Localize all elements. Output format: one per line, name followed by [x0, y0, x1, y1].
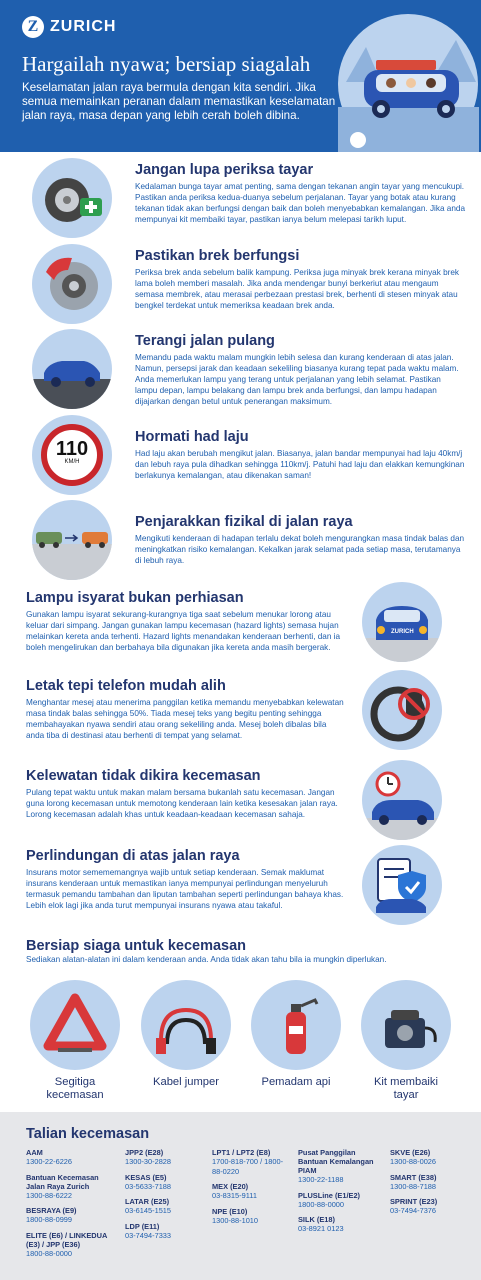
hotline-number[interactable]: 1800-88-0000	[298, 1199, 345, 1209]
jumper-cable-icon	[141, 980, 231, 1070]
tip-title: Jangan lupa periksa tayar	[135, 162, 314, 178]
hotline-name: Pusat Panggilan Bantuan Kemalangan PIAM	[298, 1148, 374, 1175]
hotline-number[interactable]: 03-8315-9111	[212, 1191, 257, 1200]
kit-item-jumper	[141, 980, 231, 1089]
tip-brake	[135, 248, 465, 311]
hotline-number[interactable]: 1300-88-0026	[390, 1157, 437, 1166]
hotline-name: PLUSLine (E1/E2)	[298, 1190, 361, 1200]
tip-tire	[135, 162, 465, 225]
hotline-name: LATAR (E25)	[125, 1197, 170, 1206]
hotline-number[interactable]: 03-6145-1515	[125, 1206, 172, 1215]
hotline-entry	[298, 1215, 380, 1234]
hotline-name: LPT1 / LPT2 (E8)	[212, 1148, 271, 1157]
tip-lights	[135, 333, 465, 407]
hotline-name: LDP (E11)	[125, 1221, 160, 1231]
tip-body: Had laju akan berubah mengikut jalan. Biasanya, jalan bandar mempunyai had laju 40km/j dan lebuh raya pula dihadkan sehingga 110km/j. Patuhi had laju dan elakkan kemungkinan berlakunya kemalangan, atau dikenakan saman!	[135, 449, 465, 480]
hotline-column-1	[26, 1148, 108, 1264]
tip-title: Perlindungan di atas jalan raya	[26, 848, 240, 864]
hotline-name: KESAS (E5)	[125, 1172, 167, 1182]
zurich-logo	[22, 16, 116, 38]
hotline-entry	[212, 1182, 292, 1201]
hotline-name: Bantuan Kecemasan Jalan Raya Zurich	[26, 1172, 99, 1191]
hotline-name: SKVE (E26)	[390, 1148, 431, 1157]
car-plate-badge: ZURICH	[391, 629, 414, 635]
hotline-column-5	[390, 1148, 470, 1222]
tip-emergency-lane	[26, 768, 346, 820]
hotline-entry	[212, 1148, 292, 1176]
hotline-number[interactable]: 1700-818-700 / 1800-88-0220	[212, 1157, 284, 1176]
hotline-number[interactable]: 1300-88-1010	[212, 1215, 259, 1225]
hotline-number[interactable]: 1300-30-2828	[125, 1157, 172, 1166]
tip-title: Kelewatan tidak dikira kecemasan	[26, 768, 261, 784]
tip-title: Pastikan brek berfungsi	[135, 248, 300, 264]
tip-phone	[26, 678, 346, 741]
tip-body: Insurans motor semememangnya wajib untuk setiap kenderaan. Semak maklumat insurans kenderaan untuk memastikan ianya mempunyai perlindungan menyeluruh termasuk pemandu tambahan dan liputan tambahan seperti perlindungan bahaya khas. Lebih elok lagi jika anda turut mempunyai insurans nyawa atau takaful.	[26, 868, 344, 910]
kit-label: Segitiga kecemasan	[46, 1076, 104, 1101]
fire-extinguisher-icon	[251, 980, 341, 1070]
hotline-name: AAM	[26, 1148, 43, 1157]
zurich-z-icon: Z	[22, 16, 44, 38]
hotline-title: Talian kecemasan	[26, 1126, 150, 1142]
warning-triangle-icon	[30, 980, 120, 1070]
hotline-entry	[125, 1222, 200, 1241]
kit-subtitle: Sediakan alatan-alatan ini dalam kenderaan anda. Anda tidak akan tahu bila ia mungkin diperlukan.	[26, 955, 387, 964]
hotline-entry	[26, 1206, 108, 1225]
hotline-entry	[298, 1191, 380, 1210]
hotline-number[interactable]: 1300-88-6222	[26, 1190, 73, 1200]
hotline-name: SPRINT (E23)	[390, 1197, 438, 1206]
tip-title: Lampu isyarat bukan perhiasan	[26, 590, 244, 606]
kit-item-triangle	[30, 980, 120, 1102]
hotline-entry	[26, 1231, 108, 1259]
kit-item-tire-repair	[361, 980, 451, 1102]
hotline-number[interactable]: 03-7494-7376	[390, 1206, 437, 1215]
hotline-entry	[125, 1197, 200, 1216]
hotline-name: SILK (E18)	[298, 1215, 335, 1224]
hotline-name: JPP2 (E28)	[125, 1148, 164, 1157]
tip-insurance	[26, 848, 346, 911]
speed-sign	[41, 424, 103, 486]
hotline-entry	[390, 1197, 470, 1216]
hotline-column-4	[298, 1148, 380, 1240]
tip-signal	[26, 590, 346, 653]
tip-body: Memandu pada waktu malam mungkin lebih selesa dan kurang kenderaan di atas jalan. Namun, persepsi jarak dan keadaan sekeliling biasanya kurang tepat pada waktu malam. Anda memerlukan lampu yang terang untuk perjalanan yang lebih selamat. Pastikan lampu depan, lampu belakang dan lampu brek anda berfungsi, dan lampu hadapan dijajarkan dengan betul untuk penerangan maksimum.	[135, 353, 459, 406]
tip-body: Kedalaman bunga tayar amat penting, sama dengan tekanan angin tayar yang mencukupi. Pastikan anda periksa kedua-duanya sebelum perjalanan. Tayar yang botak atau kurang tekanan tidak akan berfungsi dengan baik dan boleh menyebabkan kemalangan. Jika anda mempunyai kit membaiki tayar, pastikan ianya belum melepasi tarikh luput.	[135, 182, 466, 224]
tip-body: Pulang tepat waktu untuk makan malam bersama bukanlah satu kecemasan. Jangan guna lorong kecemasan untuk memotong kenderaan lain ketika kesesakan jalan raya. Lorong kecemasan adalah khas untuk keadaan-keadaan kecemasan sahaja.	[26, 788, 338, 819]
hotline-number[interactable]: 1800-88-0999	[26, 1215, 73, 1224]
hotline-entry	[212, 1207, 292, 1226]
page-title: Hargailah nyawa; bersiap siagalah	[22, 52, 311, 76]
hotline-column-3	[212, 1148, 292, 1231]
hotline-number[interactable]: 1800-88-0000	[26, 1248, 73, 1258]
hotline-number[interactable]: 1300-22-6226	[26, 1157, 73, 1166]
hotline-number[interactable]: 1300-88-7188	[390, 1181, 437, 1191]
no-phone-steering-icon	[362, 670, 442, 750]
hotline-number[interactable]: 03-8921 0123	[298, 1224, 344, 1233]
kit-item-extinguisher	[251, 980, 341, 1089]
hotline-section	[0, 1112, 481, 1280]
insurance-shield-icon	[362, 845, 442, 925]
tip-body: Gunakan lampu isyarat sekurang-kurangnya tiga saat sebelum menukar lorong atau keluar dari simpang. Jangan gunakan lampu kecemasan (hazard lights) semasa hujan melainkan kereta anda terhenti. Hazard lights menandakan kenderaan berhenti, dan ia boleh mengelirukan dan berbahaya bila digunakan jika kereta anda masih bergerak.	[26, 610, 341, 652]
speed-limit-sign-icon	[32, 415, 112, 495]
hotline-number[interactable]: 03-7494-7333	[125, 1230, 172, 1240]
speed-sign-number: 110	[55, 438, 89, 460]
hotline-entry	[26, 1148, 108, 1167]
clock-car-icon	[362, 760, 442, 840]
signal-car-icon	[362, 582, 442, 662]
hotline-number[interactable]: 03-5633-7188	[125, 1181, 172, 1191]
hotline-entry	[26, 1173, 108, 1201]
hotline-number[interactable]: 1300-22-1188	[298, 1175, 344, 1184]
tire-icon	[32, 158, 112, 238]
tip-title: Terangi jalan pulang	[135, 333, 275, 349]
hotline-entry	[125, 1173, 200, 1192]
hotline-name: NPE (E10)	[212, 1206, 248, 1216]
hotline-column-2	[125, 1148, 200, 1246]
tip-title: Hormati had laju	[135, 429, 249, 445]
kit-title: Bersiap siaga untuk kecemasan	[26, 938, 247, 954]
hotline-name: MEX (E20)	[212, 1182, 249, 1191]
tip-speed	[135, 429, 465, 481]
logo-text: ZURICH	[50, 18, 117, 35]
tip-title: Letak tepi telefon mudah alih	[26, 678, 226, 694]
hotline-entry	[390, 1148, 470, 1167]
tip-body: Mengikuti kenderaan di hadapan terlalu dekat boleh mengurangkan masa tindak balas dan meningkatkan risiko kemalangan. Kekalkan jarak selamat pada setiap masa, terutamanya di lebuh raya.	[135, 534, 465, 565]
headlight-car-icon	[32, 329, 112, 409]
hotline-entry	[125, 1148, 200, 1167]
hotline-name: SMART (E38)	[390, 1172, 437, 1182]
air-compressor-icon	[361, 980, 451, 1070]
speed-sign-unit: KM/H	[64, 459, 80, 465]
tip-body: Menghantar mesej atau menerima panggilan ketika memandu menyebabkan kelewatan masa tindak balas sehingga 50%. Tiada mesej teks yang begitu penting sehingga membahayakan nyawa sendiri atau orang sekeliling anda. Mesej boleh dibalas bila anda tiba di destinasi atau berhenti di tempat yang selamat.	[26, 698, 344, 740]
brake-disc-icon	[32, 244, 112, 324]
kit-label: Pemadam api	[261, 1076, 331, 1088]
header-banner	[0, 0, 481, 152]
following-distance-icon	[32, 500, 112, 580]
family-car-hero-illustration	[336, 12, 481, 152]
hotline-entry	[298, 1148, 380, 1185]
tip-body: Periksa brek anda sebelum balik kampung. Periksa juga minyak brek kerana minyak brek lama boleh memberi masalah. Jika anda mendengar bunyi berkeriut atau mengaum semasa membrek, atau merasai perbezaan prestasi brek, berhenti di stesen minyak atau bengkel terdekat untuk memeriksa keadaan brek anda.	[135, 268, 460, 310]
kit-label: Kit membaiki tayar	[373, 1076, 439, 1101]
hotline-name: BESRAYA (E9)	[26, 1206, 77, 1215]
hotline-name: ELITE (E6) / LINKEDUA (E3) / JPP (E36)	[26, 1230, 108, 1249]
tip-distance	[135, 514, 465, 566]
kit-label: Kabel jumper	[153, 1076, 219, 1088]
hotline-entry	[390, 1173, 470, 1192]
tip-title: Penjarakkan fizikal di jalan raya	[135, 514, 353, 530]
page-subtitle: Keselamatan jalan raya bermula dengan kita sendiri. Jika semua memainkan peranan dalam memastikan keselamatan jalan raya, masa depan yang lebih cerah boleh dibina.	[22, 81, 336, 122]
